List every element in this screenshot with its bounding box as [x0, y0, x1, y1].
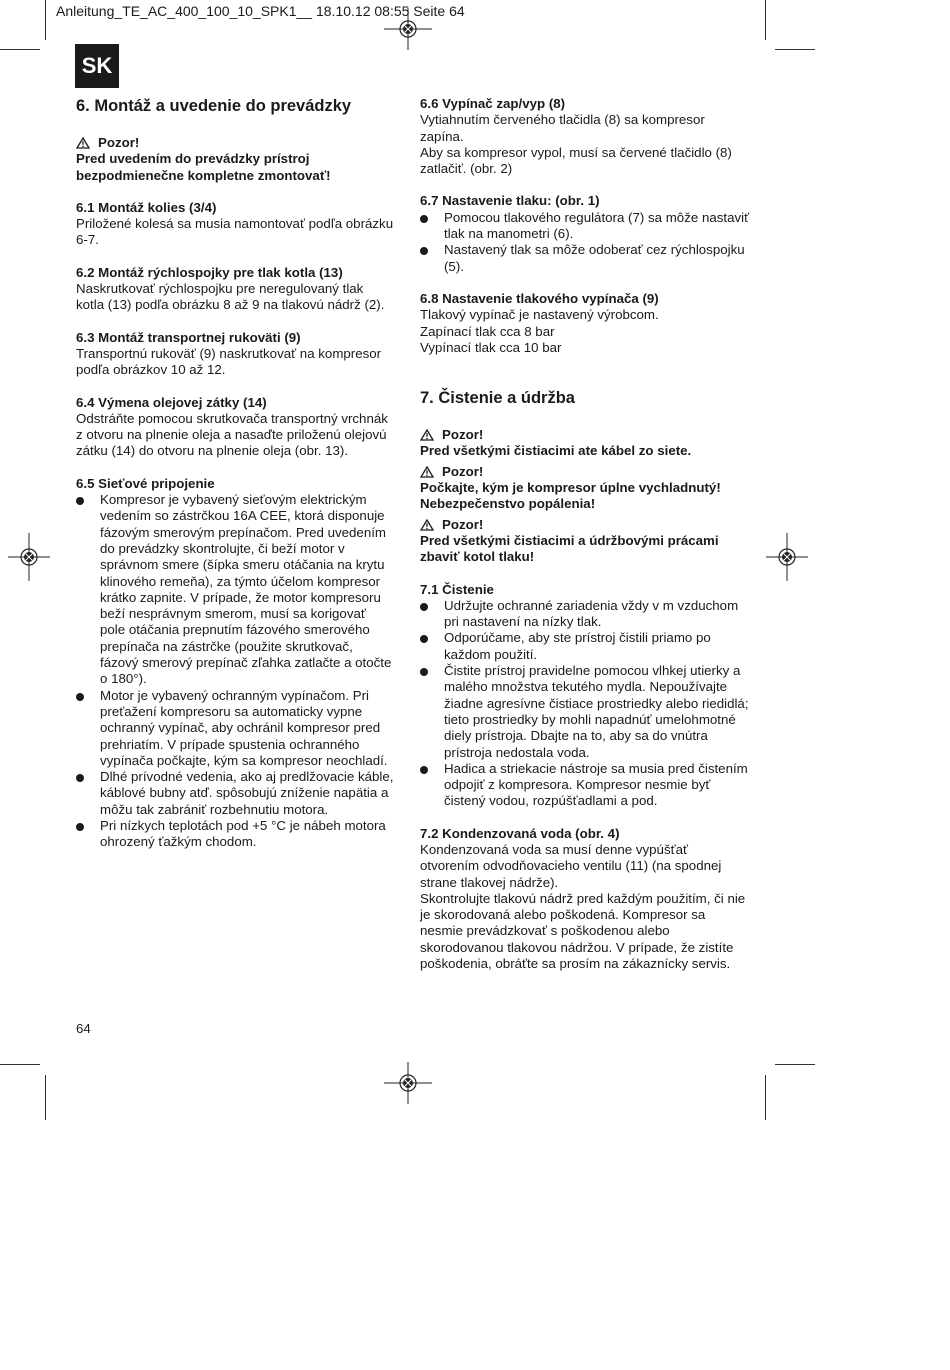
warning-label [76, 135, 394, 151]
section-6-8-heading: 6.8 Nastavenie tlakového vypínača (9) [420, 290, 659, 306]
list-item: Kompresor je vybavený sieťovým elektrickým vedením so zástrčkou 16A CEE, ktorá disponuje fázovým smerovým prepínačom. Pred uvedením do prevádzky skontrolujte, či beží motor v správnom smere (šípka smeru otáčania na krytu klinového remeňa), za týmto účelom kompresor krátko zapnite. V prípade, že motor kompresoru beží nesprávnym smerom, musí sa korigovať pole otáčania prepnutím fázového smerového prepínača na zástrčke (použite skrutkovač, fázový smerový prepínač zľahka zatlačte a otočte o 180°). [76, 492, 394, 688]
section-6-1-text: Priložené kolesá sa musia namontovať podľa obrázku 6-7. [76, 216, 394, 248]
section-7-title: 7. Čistenie a údržba [420, 389, 575, 408]
crop-mark [775, 1064, 815, 1065]
list-item: Odporúčame, aby ste prístroj čistili priamo po každom použití. [420, 630, 750, 663]
section-6-7-list [420, 210, 750, 275]
list-item: Pomocou tlakového regulátora (7) sa môže nastaviť tlak na manometri (6). [420, 210, 750, 243]
section-6-7-heading: 6.7 Nastavenie tlaku: (obr. 1) [420, 193, 600, 209]
crop-mark [765, 1075, 766, 1120]
list-item: Dlhé prívodné vedenia, ako aj predlžovacie káble, káblové bubny atď. spôsobujú zníženie napätia a môžu tak zabrániť rozbehnutiu motora. [76, 769, 394, 818]
warning-triangle-icon [420, 466, 434, 478]
bullet-icon [76, 693, 84, 701]
section-6-3-heading: 6.3 Montáž transportnej rukoväti (9) [76, 329, 301, 345]
crop-mark [775, 49, 815, 50]
language-badge: SK [75, 44, 119, 88]
section-7-1-list [420, 598, 750, 810]
warning-triangle-icon [420, 429, 434, 441]
bullet-icon [420, 603, 428, 611]
section-6-6-line1: Vytiahnutím červeného tlačidla (8) sa kompresor zapína. [420, 112, 705, 144]
registration-mark-icon [766, 533, 808, 581]
registration-mark-icon [8, 533, 50, 581]
section-6-6-line2: Aby sa kompresor vypol, musí sa červené tlačidlo (8) zatlačiť. (obr. 2) [420, 144, 732, 177]
list-item: Nastavený tlak sa môže odoberať cez rýchlospojku (5). [420, 242, 750, 275]
section-6-2-heading: 6.2 Montáž rýchlospojky pre tlak kotla (13) [76, 264, 343, 280]
section-7-1-heading: 7.1 Čistenie [420, 581, 494, 597]
section-6-5-list [76, 492, 394, 851]
section-6-2-text: Naskrutkovať rýchlospojku pre neregulovaný tlak kotla (13) podľa obrázku 8 až 9 na tlakovú nádrž (2). [76, 281, 385, 313]
bullet-icon [76, 497, 84, 505]
section-6-5-heading: 6.5 Sieťové pripojenie [76, 475, 215, 491]
registration-mark-icon [384, 1062, 432, 1104]
crop-mark [0, 49, 40, 50]
section-6-title: 6. Montáž a uvedenie do prevádzky [76, 97, 352, 115]
list-item: Pri nízkych teplotách pod +5 °C je nábeh motora ohrozený ťažkým chodom. [76, 818, 394, 851]
crop-mark [45, 1075, 46, 1120]
section-7-2-heading: 7.2 Kondenzovaná voda (obr. 4) [420, 825, 620, 841]
warning-text: Pred všetkými čistiacimi a údržbovými prácami zbaviť kotol tlaku! [420, 532, 719, 565]
section-7-2-para1: Kondenzovaná voda sa musí denne vypúšťať otvorením odvodňovacieho ventilu (11) (na spodnej strane tlakovej nádrže). [420, 841, 722, 890]
section-6-6-heading: 6.6 Vypínač zap/vyp (8) [420, 96, 566, 111]
section-6-1-heading: 6.1 Montáž kolies (3/4) [76, 199, 217, 215]
section-6-4-text: Odstráňte pomocou skrutkovača transportný vrchnák z otvoru na plnenie oleja a nasaďte priloženú olejovú zátku (14) do otvoru na plnenie oleja (obr. 13). [76, 410, 388, 459]
warning-label-text: Pozor! [98, 135, 140, 150]
section-6-4-heading: 6.4 Výmena olejovej zátky (14) [76, 394, 267, 410]
crop-mark [45, 0, 46, 40]
section-6-8-line1: Tlakový vypínač je nastavený výrobcom. [420, 307, 659, 323]
crop-mark [0, 1064, 40, 1065]
section-7-2-para2: Skontrolujte tlakovú nádrž pred každým použitím, či nie je skorodovaná alebo poškodená. Kompresor sa nesmie prevádzkovať s poškodenou alebo skorodovanou tlakovou nádržou. V prípade, že zistíte poškodenia, obráťte sa prosím na zákaznícky servis. [420, 890, 746, 972]
right-column [420, 96, 750, 972]
bullet-icon [420, 635, 428, 643]
bullet-icon [420, 247, 428, 255]
list-item: Čistite prístroj pravidelne pomocou vlhkej utierky a malého množstva tekutého mydla. Nepoužívajte žiadne agresívne čistiace prostriedky alebo riedidlá; tieto prostriedky by mohli napadnúť umelohmotné diely prístroja. Dbajte na to, aby sa do vnútra prístroja nedostala voda. [420, 663, 750, 761]
warning-label: Pozor! [420, 464, 750, 480]
warning-label: Pozor! [420, 427, 750, 443]
list-item: Hadica a striekacie nástroje sa musia pred čistením odpojiť z kompresora. Kompresor nesmie byť čistený vodou, rozpúšťadlami a pod. [420, 761, 750, 810]
warning-triangle-icon [420, 519, 434, 531]
list-item: Udržujte ochranné zariadenia vždy v m vzduchom pri nastavení na nízky tlak. [420, 598, 750, 631]
section-6-3-text: Transportnú rukoväť (9) naskrutkovať na kompresor podľa obrázkov 10 až 12. [76, 345, 382, 378]
warning-text: Počkajte, kým je kompresor úplne vychladnutý! Nebezpečenstvo popálenia! [420, 480, 721, 512]
warning-text: Pred všetkými čistiacimi ate kábel zo siete. [420, 443, 692, 459]
crop-mark [765, 0, 766, 40]
warning-text: Pred uvedením do prevádzky prístroj bezpodmienečne kompletne zmontovať! [76, 151, 331, 183]
registration-mark-icon [384, 8, 432, 50]
warning-label: Pozor! [420, 517, 750, 533]
section-6-8-line2: Zapínací tlak cca 8 bar [420, 323, 555, 339]
section-6-8-line3: Vypínací tlak cca 10 bar [420, 339, 562, 355]
bullet-icon [420, 766, 428, 774]
bullet-icon [420, 668, 428, 676]
print-header: Anleitung_TE_AC_400_100_10_SPK1__ 18.10.12 08:55 Seite 64 [56, 3, 465, 19]
bullet-icon [420, 215, 428, 223]
bullet-icon [76, 823, 84, 831]
bullet-icon [76, 774, 84, 782]
page-number: 64 [76, 1021, 91, 1036]
list-item: Motor je vybavený ochranným vypínačom. Pri preťažení kompresoru sa automaticky vypne ochranný vypínač, aby ochránil kompresor pred prehriatím. V prípade spustenia ochranného vypínača počkajte, kým sa kompresor neochladí. [76, 688, 394, 769]
left-column [76, 96, 394, 851]
warning-triangle-icon [76, 137, 90, 149]
